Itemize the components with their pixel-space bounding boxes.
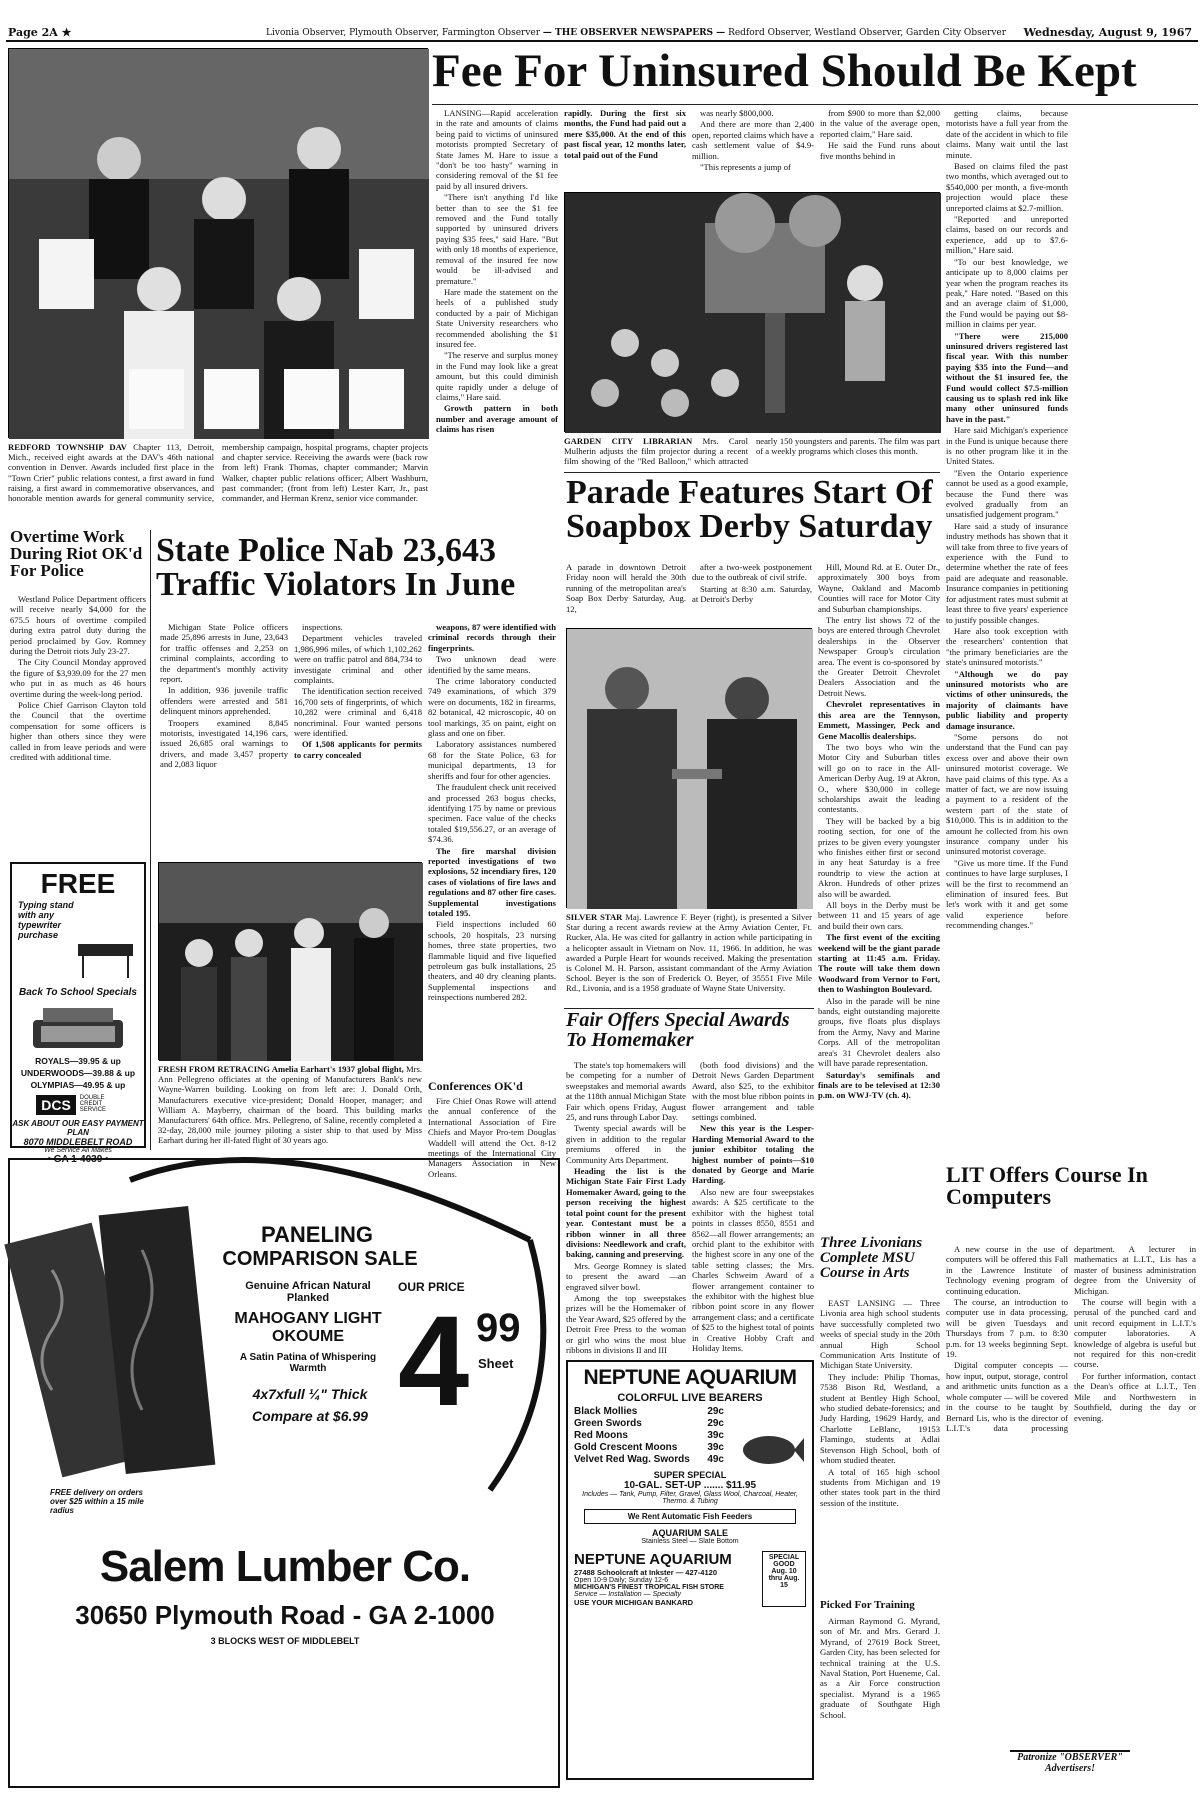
picked-for-training-body [820,1616,940,1756]
neptune-item-price: 29c [707,1406,724,1417]
neptune-slogan: MICHIGAN'S FINEST TROPICAL FISH STORE [574,1584,724,1591]
neptune-price-list [574,1406,724,1466]
state-police-paragraph: The fraudulent check unit received and processed 263 bogus checks, identifying 175 by name or previous specimen. Face value of the checks totaled $19,556.27, or an average of $74.36. [428,782,556,845]
fee-paragraph: He said the Fund runs about five months behind in [820,140,940,161]
neptune-setup-note: Includes — Tank, Pump, Filter, Gravel, Glass Wool, Charcoal, Heater, Thermo. & Tubing [582,1491,798,1505]
dcs-typewriter-ad [10,862,146,1165]
neptune-item-name: Velvet Red Wag. Swords [574,1454,690,1465]
fee-paragraph: was nearly $800,000. [700,108,774,118]
fee-paragraph: Growth pattern in both number and average amount of claims has risen [436,403,558,435]
neptune-item [574,1430,724,1442]
livonians-paragraph: They include: Philip Thomas, 7538 Bison Rd, Westland, a student at Bentley High School, who studied debate-forensics; and Judy Harding, 19629 Hardy, and Charlotte LeBlanc, 19153 Flamingo, students at Adlai Stevenson High School, both of whom studied theater. [820,1371,940,1466]
fee-column-4 [820,108,940,188]
fair-paragraph: Among the top sweepstakes prizes will be the Homemaker of the Year Award, $25 offered by the Detroit Free Press to the woman or girl who wins the most blue ribbons in divisions II and III [566,1292,686,1355]
fair-paragraph: Heading the list is the Michigan State Fair First Lady Homemaker Award, going to the person receiving the highest total point count for the present year. Contestant must be a ribbon winner in all three divisions: Needlework and craft, baking, canning and preserving. [566,1166,686,1260]
silver-star-illustration [567,629,813,909]
fee-paragraph: "Reported and unreported claims, based on our records and experience, add up to $7.6-million," Hare said. [946,214,1068,256]
state-police-paragraph: Two unknown dead were identified by the same means. [428,654,556,675]
overtime-headline: Overtime Work During Riot OK'd For Police [10,527,143,580]
fee-right-column [946,108,1068,1158]
parade-paragraph: The two boys who win the Motor City and Suburban titles will go on to race in the All-American Derby Aug. 19 at Akron, O., where $30,000 in college scholarships await the leading contestants. [818,741,940,815]
neptune-setup: 10-GAL. SET-UP ....... $11.95 [623,1480,757,1491]
state-police-paragraph: Of 1,508 applicants for permits to carry concealed [294,739,422,760]
fee-paragraph: Hare made the statement on the heels of a published study conducted by a pair of Michigan State University researchers who recommended abolishing the $1 insured fee. [436,286,558,349]
fee-paragraph: getting claims, because motorists have a full year from the date of the accident in which to file claims. Many wait until the last minute. [946,108,1068,160]
parade-paragraph: Also in the parade will be nine bands, eight outstanding majorette groups, five floats plus displays from the Army, Navy and Marine Corps. All of the metropolitan area's 31 Chevrolet dealers also will have parade representation. [818,995,940,1069]
earhart-caption [158,1064,422,1144]
neptune-item-name: Gold Crescent Moons [574,1442,678,1453]
neptune-item-name: Black Mollies [574,1406,638,1417]
dcs-price-royals: ROYALS—39.95 & up [35,1056,121,1066]
picked-for-training-headline: Picked For Training [820,1599,915,1611]
dcs-plan: ASK ABOUT OUR EASY PAYMENT PLAN [12,1119,144,1137]
parade-paragraph: Chevrolet representatives in this area are the Tennyson, Emmett, Massinger, Peck and Gene Macollis dealerships. [818,699,940,741]
fee-column-3 [692,108,814,188]
masthead-papers-left: Livonia Observer, Plymouth Observer, Farmington Observer [266,28,541,38]
neptune-item-name: Green Swords [574,1418,642,1429]
state-police-paragraph: Field inspections included 60 schools, 20 hospitals, 23 nursing homes, three state properties, two flammable liquid and five liquefied petroleum gas bulk installations, 25 theaters, and 40 dry cleaning plants. Supplemental inspections and reinspections numbered 282. [428,919,556,1003]
silver-star-caption [566,912,812,1004]
neptune-address: 27488 Schoolcraft at Inkster — 427-4120 [574,1568,717,1577]
fee-right-column-2 [1074,108,1198,1158]
fee-column-1 [436,108,558,520]
neptune-bankard: USE YOUR MICHIGAN BANKARD [574,1598,694,1607]
parade-paragraph: after a two-week postponement due to the outbreak of civil strife. [692,562,812,583]
conferences-headline: Conferences OK'd [428,1079,523,1093]
salem-product-1: Genuine African Natural Planked [245,1280,371,1304]
state-police-paragraph: inspections. [302,622,343,632]
picked-for-training-paragraph: Airman Raymond G. Myrand, son of Mr. and Mrs. Gerard J. Myrand, of 27619 Bock Street, Garden City, has been selected for technical training at the U.S. Naval Station, Port Hueneme, Cal. as a Air Force construction specialist. Myrand is a 1965 graduate of Southgate High School. [820,1616,940,1720]
salem-headline-1: PANELING [260,1222,374,1247]
neptune-feeders: We Rent Automatic Fish Feeders [584,1509,796,1524]
livonians-headline: Three Livonians Complete MSU Course in Arts [820,1235,923,1281]
fee-paragraph: Hare said a study of insurance industry methods has shown that it will take from three to five years of experience with the Fund to determine whether the rate of fees paid are adequate and reasonable. Insurance companies in petitioning for adjustment rates must submit at least three to five years' experience to justify possible changes. [946,520,1068,625]
fee-paragraph: "There were 215,000 uninsured drivers registered last fiscal year. With this number paying $35 into the Fund—and without the $1 insured fee, the Fund would collect $7.5-million causing us to splash red ink like many other uninsured funds have in the past." [946,330,1068,424]
overtime-paragraph: The City Council Monday approved the figure of $3,939.09 for the 27 men who put in as much as 46 hours overtime during the week-long period. [10,657,146,699]
lit-paragraph: A new course in the use of computers will be offered this Fall in the Lawrence Institute of Technology evening program of continuing education. [946,1244,1068,1296]
page-number: Page 2A ★ [8,26,72,39]
garden-city-caption [564,436,940,470]
fee-paragraph: "There isn't anything I'd like better than to see the $1 fee removed and the Fund totally supported by uninsured drivers paying $35 fees," said Hare. "But with only 18 months of experience, removal of the insured fee now would be ill-advised and premature." [436,192,558,286]
neptune-sale: AQUARIUM SALE [652,1528,728,1538]
parade-paragraph: They will be backed by a big rooting section, for one of the prizes to be given every youngster who finishes either first or second in any heat Saturday is a free roundtrip to view the action at Akron. Hundreds of other prizes also will be awarded. [818,815,940,899]
state-police-paragraph: Michigan State Police officers made 25,896 arrests in June, 23,643 for traffic offenses and 2,253 on criminal complaints, according to the department's monthly activity report. [160,622,288,685]
fee-paragraph: "Some persons do not understand that the Fund can pay excess over and above their own uninsured motorist coverage. We have paid claims of this type. As a matter of fact, we are now issuing a payment to a resident of the western part of the state of $10,000. This is in addition to the amount he collected from his own insurance company under his uninsured motorist coverage. [946,731,1068,857]
neptune-item-price: 29c [707,1418,724,1429]
fee-paragraph: And there are more than 2,400 open, reported claims which have a cash settlement value of $4.9-million. [692,119,814,161]
fair-paragraph: Mrs. George Romney is slated to present the award —an engraved silver bowl. [566,1260,686,1292]
dcs-address: 8070 MIDDLEBELT ROAD [23,1137,133,1147]
overtime-paragraph: Police Chief Garrison Clayton told the Council that the overtime compensation for some officers is higher than others since they were called in from leave periods and were credited with additional time. [10,700,146,763]
silver-star-photo [566,628,812,908]
fee-paragraph: "The reserve and surplus money in the Fund may look like a great amount, but this could diminish quite rapidly under a deluge of claims," Hare said. [436,350,558,402]
parade-paragraph: All boys in the Derby must be between 11 and 15 years of age and build their own cars. [818,900,940,931]
fair-paragraph: New this year is the Lesper-Harding Memorial Award to the junior exhibitor totaling the highest number of points—$10 donated by George and Marie Harding. [692,1123,814,1186]
neptune-item [574,1454,724,1466]
garden-city-caption-text: Mrs. Carol Mulherin adjusts the film projector during a recent film showing of the "Red Balloon," which attracted nearly 150 youngsters and parents. The film was part of a weekly programs which closes this month. [564,436,940,467]
fee-paragraph: "Give us more time. If the Fund continues to have large surpluses, I will be the first to recommend an elimination of insured fees. But let's work with it and get some valid experience before recommending changes." [946,857,1068,931]
dcs-service: We Service All Makes [44,1147,112,1154]
overtime-paragraph: Westland Police Department officers will receive nearly $4,000 for the 675.5 hours of overtime compiled during extra patrol duty during the period proclaimed by Gov. Romney during the Detroit riots July 23-27. [10,594,146,657]
state-police-paragraph: The fire marshal division reported investigations of two explosions, 52 incendiary fires, 120 cases of violations of fire laws and regulations and 87 other fire cases. Supplemental investigations totaled 195. [428,845,556,918]
neptune-aquarium-ad [566,1360,814,1780]
fee-paragraph: "Even the Ontario experience cannot be used as a good example, because the Fund there was evolved gradually from an unsatisfied judgement program." [946,467,1068,520]
state-police-paragraph: Troopers examined 8,845 motorists, investigated 14,196 cars, issued 26,685 oral warnings to drivers, and made 3,457 property and 2,083 liquor [160,717,288,770]
parade-paragraph: Hill, Mound Rd. at E. Outer Dr., approximately 300 boys from Wayne, Oakland and Macomb Counties will race for Motor City and Suburban championships. [818,562,940,614]
fair-headline: Fair Offers Special Awards To Homemaker [566,1009,790,1051]
neptune-special-dates: SPECIAL GOOD Aug. 10 thru Aug. 15 [762,1551,806,1607]
lit-paragraph: Digital computer concepts —how input, output, storage, control and arithmetic units function as a whole computer — will be covered in the course to be taught by Bernard Lis, who is the director of L.I.T.'s data processing department. A lecturer in mathematics at L.I.T., Lis has a master of business administration degree from the University of Michigan. [946,1244,1196,1433]
issue-date: Wednesday, August 9, 1967 [1023,26,1192,39]
salem-product-2: MAHOGANY LIGHT OKOUME [234,1310,382,1345]
neptune-item [574,1442,724,1454]
fee-paragraph: "To our best knowledge, we anticipate up to 8,000 claims per year when the program reaches its peak," Hare noted. "Based on this and an average claim of $1,000, the Fund would be paying out $8-million in claims per year. [946,256,1068,330]
salem-frame [10,1160,562,1790]
neptune-service: Service — Installation — Specialty [574,1591,681,1598]
parade-paragraph: The first event of the exciting weekend will be the giant parade starting at 11:45 a.m. Friday. The route will take them down Woodward from Vernor to Fort, then to Washington Boulevard. [818,932,940,995]
lit-paragraph: For further information, contact the Dean's office at L.I.T., Ten Mile and Northwestern in Southfield, during the day or evening. [1074,1370,1196,1423]
fair-paragraph: Twenty special awards will be given in addition to the regular premiums offered in the Community Arts Department. [566,1123,686,1165]
salem-company: Salem Lumber Co. [99,1542,471,1591]
fee-paragraph: Based on claims filed the past two months, which averaged out to $540,000 per month, a five-month projection would place these unreported claims at $2.7-million. [946,161,1068,213]
state-police-col-3 [428,622,556,1077]
overtime-body [10,594,146,856]
fee-paragraph: from $900 to more than $2,000 in the value of the average open, reported claim," Hare said. [820,108,940,139]
neptune-item [574,1418,724,1430]
dav-photo [8,48,428,438]
fish-icon [734,1410,804,1490]
salem-delivery: FREE delivery on orders over $25 within a 15 mile radius [50,1488,144,1515]
state-police-paragraph: The identification section received 16,700 sets of fingerprints, of which 10,282 were criminal and 6,418 noncriminal. Four wanted persons were identified. [294,686,422,739]
neptune-hours: Open 10-9 Daily; Sunday 12-6 [574,1577,669,1584]
neptune-item-price: 39c [707,1442,724,1453]
neptune-super-special: SUPER SPECIAL [653,1470,727,1480]
silver-star-caption-lead: SILVER STAR [566,912,623,922]
lit-body [946,1244,1196,1744]
salem-compare: Compare at $6.99 [252,1408,368,1424]
neptune-sale-sub: Stainless Steel — Slate Bottom [641,1538,739,1545]
dav-photo-illustration [9,49,429,439]
state-police-headline: State Police Nab 23,643 Traffic Violators In June [156,532,516,603]
parade-col-1: A parade in downtown Detroit Friday noon will herald the 30th running of the metropolitan area's Soap Box Derby Saturday, Aug. 12, [566,562,686,614]
fee-column-2: rapidly. During the first six months, the Fund had paid out a mere $35,000. At the end of this past fiscal year, 12 months later, total paid out of the Fund [564,108,686,160]
dcs-price-underwoods: UNDERWOODS—39.88 & up [20,1068,136,1078]
fair-paragraph: (both food divisions) and the Detroit News Garden Department Award, also $25, to the exhibitor with the most blue ribbon points in flower arrangement and table settings combined. [692,1060,814,1123]
parade-paragraph: Saturday's semifinals and finals are to be televised at 12:30 p.m. on WWJ-TV (ch. 4). [818,1069,940,1101]
state-police-col-1 [160,622,288,854]
livonians-body [820,1298,940,1598]
fair-col-2 [692,1060,814,1356]
dcs-logo: DCS [36,1095,76,1115]
conferences-paragraph: Fire Chief Onas Rowe will attend the annual conference of the International Association of Fire Chiefs and Mayor Pro-tem Douglas Waddell will attend the Oct. 8-12 meetings of the International City Managers Association in New Orleans. [428,1096,556,1179]
salem-address: 30650 Plymouth Road - GA 2-1000 [75,1600,495,1630]
fee-paragraph: Hare said Michigan's experience in the Fund is unique because there is no other program like it in the United States. [946,425,1068,467]
silver-star-caption-text: Maj. Lawrence F. Beyer (right), is presented a Silver Star during a recent awards review at the Army Aviation Center, Ft. Rucker, Ala. He was cited for gallantry in action while participating in a helicopter assault in Vietnam on Nov. 11, 1966. In addition, he was awarded a Purple Heart for wounds received. Making the presentation is Colonel M. H. Parson, assistant commandant of the Army Aviation School. Beyer is the son of Frederick O. Beyer, of 35551 Five Mile Rd., Livonia, and is a 1958 graduate of Wayne State University. [566,912,812,994]
conferences-body [428,1096,556,1179]
fee-paragraph: Hare also took exception with the researchers' contention that "the primary beneficiaries are the state's uninsured motorists." [946,625,1068,668]
earhart-photo-illustration [159,863,423,1061]
salem-our-price: OUR PRICE [398,1280,465,1294]
livonians-paragraph: EAST LANSING — Three Livonia area high school students have successfully completed two weeks of special study in the 20th annual High School Communication Arts Institute of Michigan State University. [820,1298,940,1371]
salem-lumber-ad [8,1158,560,1788]
neptune-item-price: 49c [707,1454,724,1465]
dcs-phone: • GA 1-4039 • [47,1154,109,1165]
fair-col-1 [566,1060,686,1356]
neptune-item-price: 39c [707,1430,724,1441]
neptune-title: NEPTUNE AQUARIUM [583,1366,797,1389]
neptune-item-name: Red Moons [574,1430,628,1441]
parade-right-column [818,562,940,1232]
salem-price-dollar: 4 [398,1290,470,1433]
garden-city-photo [564,192,940,432]
fair-paragraph: Also new are four sweepstakes awards: A $25 certificate to the exhibitor with the highest total points in classes 8550, 8551 and 8562—all flower arrangements; an orchid plant to the exhibitor with the highest score in any one of the table setting classes; the Mrs. Charles Schweim Award of a flower arrangement container to the exhibitor with the highest blue ribbon point score in any flower arrangement class; and a certificate of $25 to the highest total of points in Creative Hobby Craft and Holiday Items. [692,1186,814,1353]
state-police-paragraph: Laboratory assistances numbered 68 for the State Police, 63 for municipal departments, 13 for sheriffs and four for other agencies. [428,739,556,781]
masthead [266,28,1006,38]
projector-illustration [565,193,941,433]
livonians-paragraph: A total of 165 high school students from Michigan and 19 other states took part in the third session of the institute. [820,1466,940,1508]
parade-paragraph: The entry list shows 72 of the boys are entered through Chevrolet dealerships in the Observer Newspaper Group's circulation area. The event is co-sponsored by the Greater Detroit Chevrolet Dealers Association and the Detroit News. [818,615,940,698]
dav-caption [8,442,428,524]
dav-caption-text: Chapter 113, Detroit, Mich., received eight awards at the DAV's 46th national convention in Denver. Awards included first place in the "Town Crier" public relations contest, a first award in fund raising, a first award in commemorative observances, and honorable mention awards for general community service, membership campaign, hospital programs, chapter projects and chapter service. Receiving the awards were (back row from left) Frank Thomas, chapter commander; Marvin Walker, chapter public relations officer; Albert Washburn, past commander; (front from left) Lester Karr, Jr., past commander, and Herman Krenz, senior vice commander. [8,442,428,504]
salem-per-sheet: Sheet [478,1356,514,1371]
dcs-back-to-school: Back To School Specials [18,987,137,998]
fee-paragraph: "This represents a jump of [700,162,791,173]
parade-headline: Parade Features Start Of Soapbox Derby Saturday [566,474,933,545]
state-police-paragraph: In addition, 936 juvenile traffic offenders were arrested and 581 delinquent minors apprehended. [160,685,288,717]
parade-col-2 [692,562,812,622]
dcs-logo-sub: DOUBLE CREDIT SERVICE [79,1095,107,1113]
dav-caption-lead: REDFORD TOWNSHIP DAV [8,442,127,452]
page-header [6,22,1198,42]
state-police-col-2 [294,622,422,854]
lit-paragraph: The course will begin with a perusal of the punched card and unit record equipment in L.I.T.'s computer laboratories. A knowledge of algebra is useful but not required for this non-credit course. [1074,1297,1196,1370]
lit-headline: LIT Offers Course In Computers [946,1162,1148,1209]
typewriter-icon [23,1000,133,1050]
state-police-paragraph: The crime laboratory conducted 749 examinations, of which 379 were on documents, 182 in firearms, 82 botanical, 42 microscopic, 40 on tool markings, 35 on paint, eight on glass and one on fiber. [428,676,556,739]
salem-product-3: A Satin Patina of Whispering Warmth [239,1352,377,1374]
fair-paragraph: The state's top homemakers will be competing for a number of sweepstakes and memorial awards at the 118th annual Michigan State Fair which opens Friday, August 25, and runs through Labor Day. [566,1060,686,1123]
masthead-title: — THE OBSERVER NEWSPAPERS — [542,28,726,38]
masthead-papers-right: Redford Observer, Westland Observer, Garden City Observer [728,28,1007,38]
fee-headline: Fee For Uninsured Should Be Kept [432,45,1137,97]
earhart-photo [158,862,422,1060]
typing-stand-icon [18,940,138,980]
neptune-item [574,1406,724,1418]
dcs-offer: Typing stand with any typewriter purchase [18,900,74,940]
dcs-free: FREE [40,868,116,899]
earhart-caption-text: Mrs. Ann Pellegreno officiates at the opening of Manufacturers Bank's new Wayne-Warren building. Looking on from left are: J. Donald Orth, Manufacturers executive vice-president; Donald Hooper, manager; and William A. Mayberry, chairman of the board. This building marks Manufacturers' 64th office. Mrs. Pellegreno, of Saline, recently completed a 32-day, 28,000 mile journey piloting a sister ship to that used by Miss Earhart during her ill-fated flight of 30 years ago. [158,1064,422,1146]
state-police-paragraph: weapons, 87 were identified with criminal records through their fingerprints. [428,622,556,653]
patronize-note: Patronize "OBSERVER" Advertisers! [1010,1750,1130,1790]
lit-paragraph: The course, an introduction to computer use in data processing, will be given Tuesdays and Thursdays from 7 p.m. to 8:30 p.m. for 13 weeks beginning Sept. 19. [946,1297,1068,1360]
salem-directions: 3 BLOCKS WEST OF MIDDLEBELT [210,1636,360,1646]
earhart-caption-lead: FRESH FROM RETRACING Amelia Earhart's 1937 global flight, [158,1064,404,1074]
parade-paragraph: Starting at 8:30 a.m. Saturday, at Detroit's Derby [692,583,812,605]
dcs-price-olympias: OLYMPIAS—49.95 & up [30,1080,126,1090]
state-police-paragraph: Department vehicles traveled 1,986,996 miles, of which 1,102,262 were on traffic patrol and 884,734 to investigate criminal and other complaints. [294,633,422,686]
neptune-subtitle: COLORFUL LIVE BEARERS [617,1392,763,1404]
salem-price-cents: 99 [476,1306,521,1350]
salem-size: 4x7xfull ¼" Thick [252,1386,368,1402]
salem-headline-2: COMPARISON SALE [222,1248,418,1270]
garden-city-caption-lead: GARDEN CITY LIBRARIAN [564,436,693,446]
fee-paragraph: "Although we do pay uninsured motorists who are victims of other uninsureds, the majority of claimants have public liability and property damage insurance. [946,668,1068,731]
neptune-name-2: NEPTUNE AQUARIUM [574,1551,732,1568]
fee-paragraph: LANSING—Rapid acceleration in the rate and amounts of claims being paid to victims of uninsured motorists prompted Secretary of State James M. Hare to issue a "don't be too hasty" warning in considering removal of the $1 fee paid by all insured drivers. [436,108,558,191]
